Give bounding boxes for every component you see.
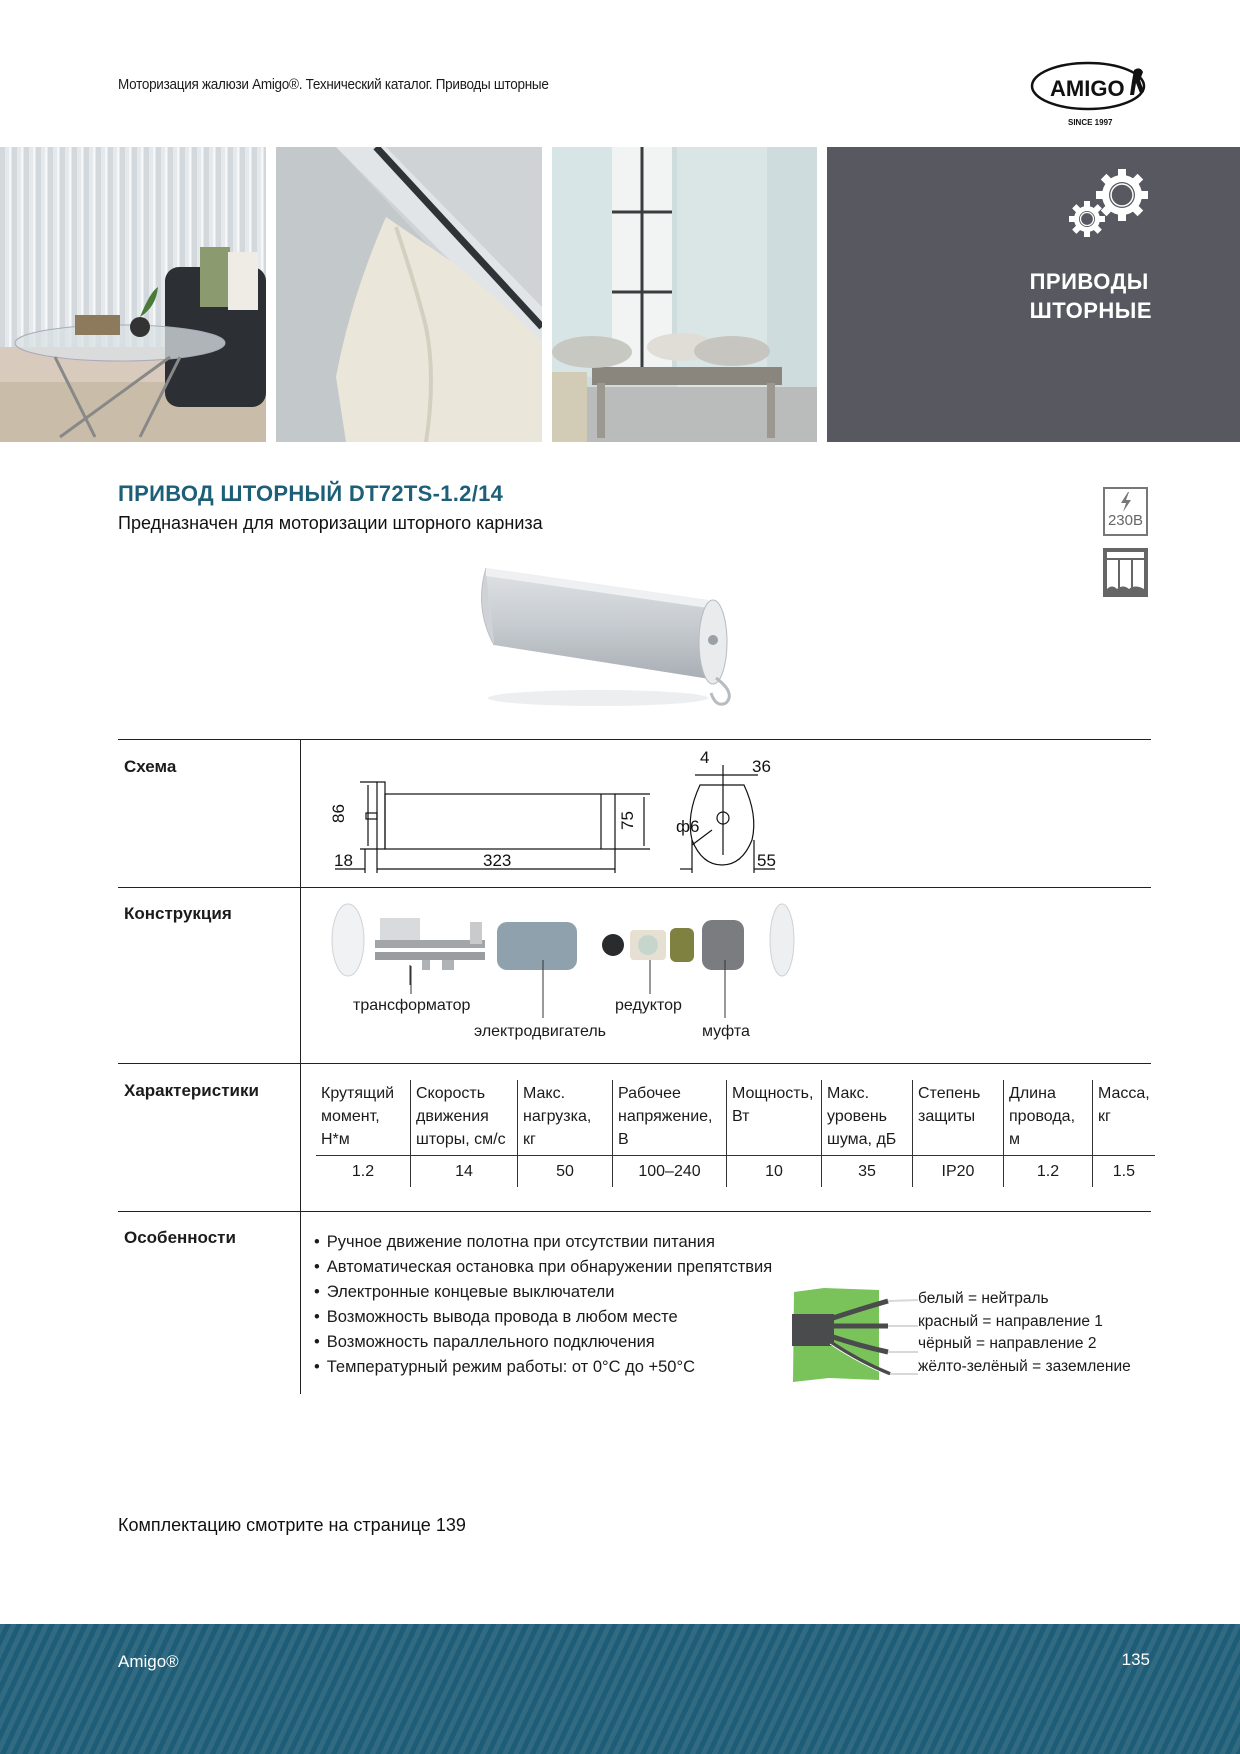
dim-323: 323 [483, 851, 512, 870]
wire-red: красный = направление 1 [918, 1312, 1103, 1330]
footer-brand: Amigo® [118, 1652, 179, 1671]
product-subtitle: Предназначен для моторизации шторного карниза [118, 513, 543, 533]
spec-value-cable-length: 1.2 [1004, 1156, 1093, 1188]
section-banner [827, 147, 1240, 442]
features-label: Особенности [124, 1228, 236, 1247]
row-divider [118, 887, 1151, 888]
dim-4: 4 [700, 748, 710, 767]
dim-6: ф6 [676, 817, 700, 836]
characteristics-label: Характеристики [124, 1081, 259, 1100]
feature-item: • Автоматическая остановка при обнаружении препятствия [314, 1255, 772, 1280]
row-divider [118, 1211, 1151, 1212]
wiring-legend [918, 1288, 1131, 1378]
spec-value-speed: 14 [411, 1156, 518, 1188]
logo-text: AMIGO [1050, 76, 1125, 101]
page-number: 135 [1121, 1650, 1150, 1669]
row-divider [118, 739, 1151, 740]
dimension-drawing [320, 745, 790, 880]
wire-white: белый = нейтраль [918, 1290, 1049, 1307]
spec-header-max-load: Макс. нагрузка, кг [518, 1080, 613, 1156]
features-list [314, 1230, 772, 1380]
feature-item: • Возможность параллельного подключения [314, 1330, 772, 1355]
section-title [1030, 267, 1152, 325]
curtain-type-icon [1103, 548, 1148, 597]
amigo-logo [1030, 58, 1156, 130]
product-motor-image [468, 560, 748, 710]
photo-window-sheer-curtains [552, 147, 817, 442]
spec-header-speed: Скорость движения шторы, см/с [411, 1080, 518, 1156]
dim-75: 75 [618, 811, 637, 830]
logo-tagline: SINCE 1997 [1068, 118, 1113, 127]
photo-curtain-track [276, 147, 542, 442]
photo-living-room-blinds [0, 147, 266, 442]
construction-label: Конструкция [124, 904, 232, 923]
spec-header-protection: Степень защиты [913, 1080, 1004, 1156]
running-title: Моторизация жалюзи Amigo®. Технический каталог. Приводы шторные [118, 76, 549, 93]
lightning-icon [1116, 491, 1136, 513]
feature-item: • Температурный режим работы: от 0°C до +50°C [314, 1355, 772, 1380]
part-gearbox: редуктор [615, 997, 682, 1014]
row-divider [118, 1063, 1151, 1064]
spec-header-noise: Макс. уровень шума, дБ [822, 1080, 913, 1156]
dim-36: 36 [752, 757, 771, 776]
product-title: ПРИВОД ШТОРНЫЙ DT72TS-1.2/14 [118, 481, 504, 506]
spec-value-torque: 1.2 [351, 1163, 375, 1180]
spec-value-power: 10 [727, 1156, 822, 1188]
wire-black: чёрный = направление 2 [918, 1335, 1097, 1352]
specs-header-row [316, 1080, 1155, 1156]
voltage-230v-icon [1103, 487, 1148, 536]
dim-18: 18 [334, 851, 353, 870]
spec-value-mass: 1.5 [1093, 1156, 1155, 1188]
section-title-line2: ШТОРНЫЕ [1029, 298, 1152, 323]
scheme-label: Схема [124, 757, 177, 776]
spec-header-mass: Масса, кг [1093, 1080, 1155, 1156]
part-motor: электродвигатель [474, 1023, 606, 1040]
spec-value-max-load: 50 [518, 1156, 613, 1188]
completeness-note: Комплектацию смотрите на странице 139 [118, 1515, 466, 1535]
page-footer [0, 1624, 1240, 1754]
spec-value-voltage: 100–240 [613, 1156, 727, 1188]
wiring-diagram-image [790, 1286, 920, 1382]
specs-table [316, 1080, 1155, 1187]
section-title-line1: ПРИВОДЫ [1029, 269, 1149, 294]
feature-item: • Возможность вывода провода в любом месте [314, 1305, 772, 1330]
spec-header-torque: Крутящий момент, Н*м [316, 1080, 411, 1156]
spec-header-voltage: Рабочее напряжение, В [613, 1080, 727, 1156]
dim-86: 86 [329, 804, 348, 823]
spec-header-cable-length: Длина провода, м [1004, 1080, 1093, 1156]
feature-item: • Электронные концевые выключатели [314, 1280, 772, 1305]
part-coupling: муфта [702, 1023, 750, 1040]
voltage-label: 230В [1107, 512, 1144, 529]
wire-yellow-green: жёлто-зелёный = заземление [918, 1357, 1131, 1375]
column-divider [300, 739, 301, 1394]
gears-icon [1067, 167, 1157, 242]
spec-header-power: Мощность, Вт [727, 1080, 822, 1156]
dim-55: 55 [757, 851, 776, 870]
feature-item: • Ручное движение полотна при отсутствии питания [314, 1230, 772, 1255]
spec-value-protection: IP20 [913, 1156, 1004, 1188]
specs-values-row [316, 1156, 1155, 1188]
spec-value-noise: 35 [822, 1156, 913, 1188]
part-transformer: трансформатор [353, 997, 471, 1014]
